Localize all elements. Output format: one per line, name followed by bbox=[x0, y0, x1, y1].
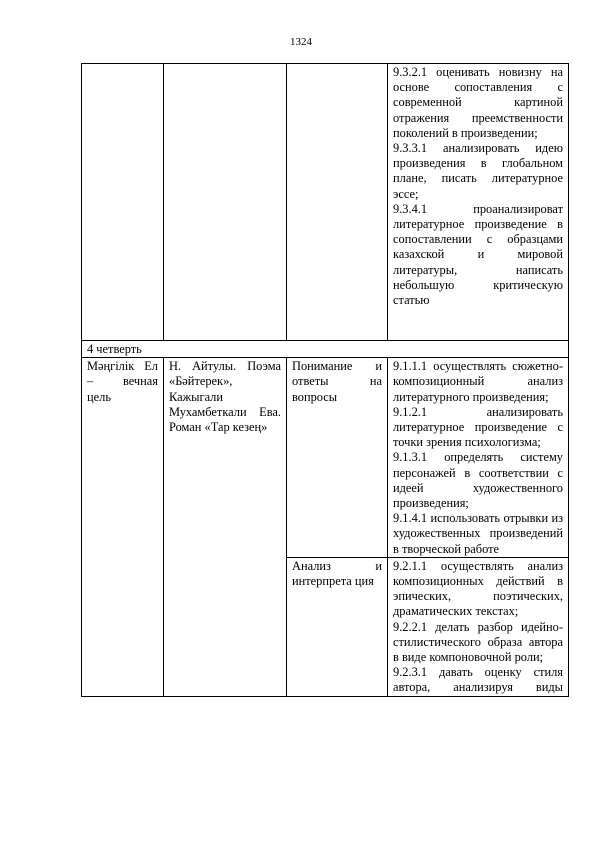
skill-cell: Понимание и ответы на вопросы bbox=[287, 358, 388, 558]
topic-cell: Мәңгілік Ел – вечная цель bbox=[82, 358, 164, 696]
objective-item: 9.3.4.1 проанализироват литературное произведение в сопоставлении с образцами казахской и мировой литературы, написать небольшую критическую статью bbox=[393, 201, 563, 308]
objective-item: 9.1.3.1 определять систему персонажей в соответствии с идеей художественного произведения; bbox=[393, 450, 563, 511]
objective-item: 9.1.2.1 анализировать литературное произведение с точки зрения психологизма; bbox=[393, 404, 563, 450]
objective-item: 9.2.1.1 осуществлять анализ композиционных действий в эпических, поэтических, драматических текстах; bbox=[393, 558, 563, 619]
table-row-continued bbox=[82, 64, 569, 341]
skill-cell-empty bbox=[287, 64, 388, 341]
skill-cell: Анализ и интерпрета ция bbox=[287, 557, 388, 696]
objectives-cell bbox=[388, 358, 569, 558]
objective-item: 9.3.2.1 оценивать новизну на основе сопоставления с современной картиной отражения преемственности поколений в произведении; bbox=[393, 65, 563, 140]
works-cell: Н. Айтулы. Поэма «Бәйтерек», Кажыгали Мухамбеткали Ева. Роман «Тар кезең» bbox=[164, 358, 287, 696]
objective-item: 9.1.4.1 использовать отрывки из художественных произведений в творческой работе bbox=[393, 511, 563, 556]
objective-item: 9.2.3.1 давать оценку стиля автора, анализируя виды bbox=[393, 665, 563, 695]
quarter-label: 4 четверть bbox=[82, 341, 569, 358]
objectives-cell bbox=[388, 64, 569, 341]
objective-item: 9.2.2.1 делать разбор идейно-стилистического образа автора в виде компоновочной роли; bbox=[393, 619, 563, 665]
objectives-cell bbox=[388, 557, 569, 696]
objective-item: 9.3.3.1 анализировать идею произведения в глобальном плане, писать литературное эссе; bbox=[393, 141, 563, 201]
objective-item: 9.1.1.1 осуществлять сюжетно-композиционный анализ литературного произведения; bbox=[393, 359, 563, 404]
curriculum-table bbox=[81, 63, 569, 697]
works-cell-empty bbox=[164, 64, 287, 341]
page-number: 1324 bbox=[290, 36, 312, 48]
table-row-quarter bbox=[82, 341, 569, 358]
table-row-section-1 bbox=[82, 358, 569, 558]
topic-cell-empty bbox=[82, 64, 164, 341]
